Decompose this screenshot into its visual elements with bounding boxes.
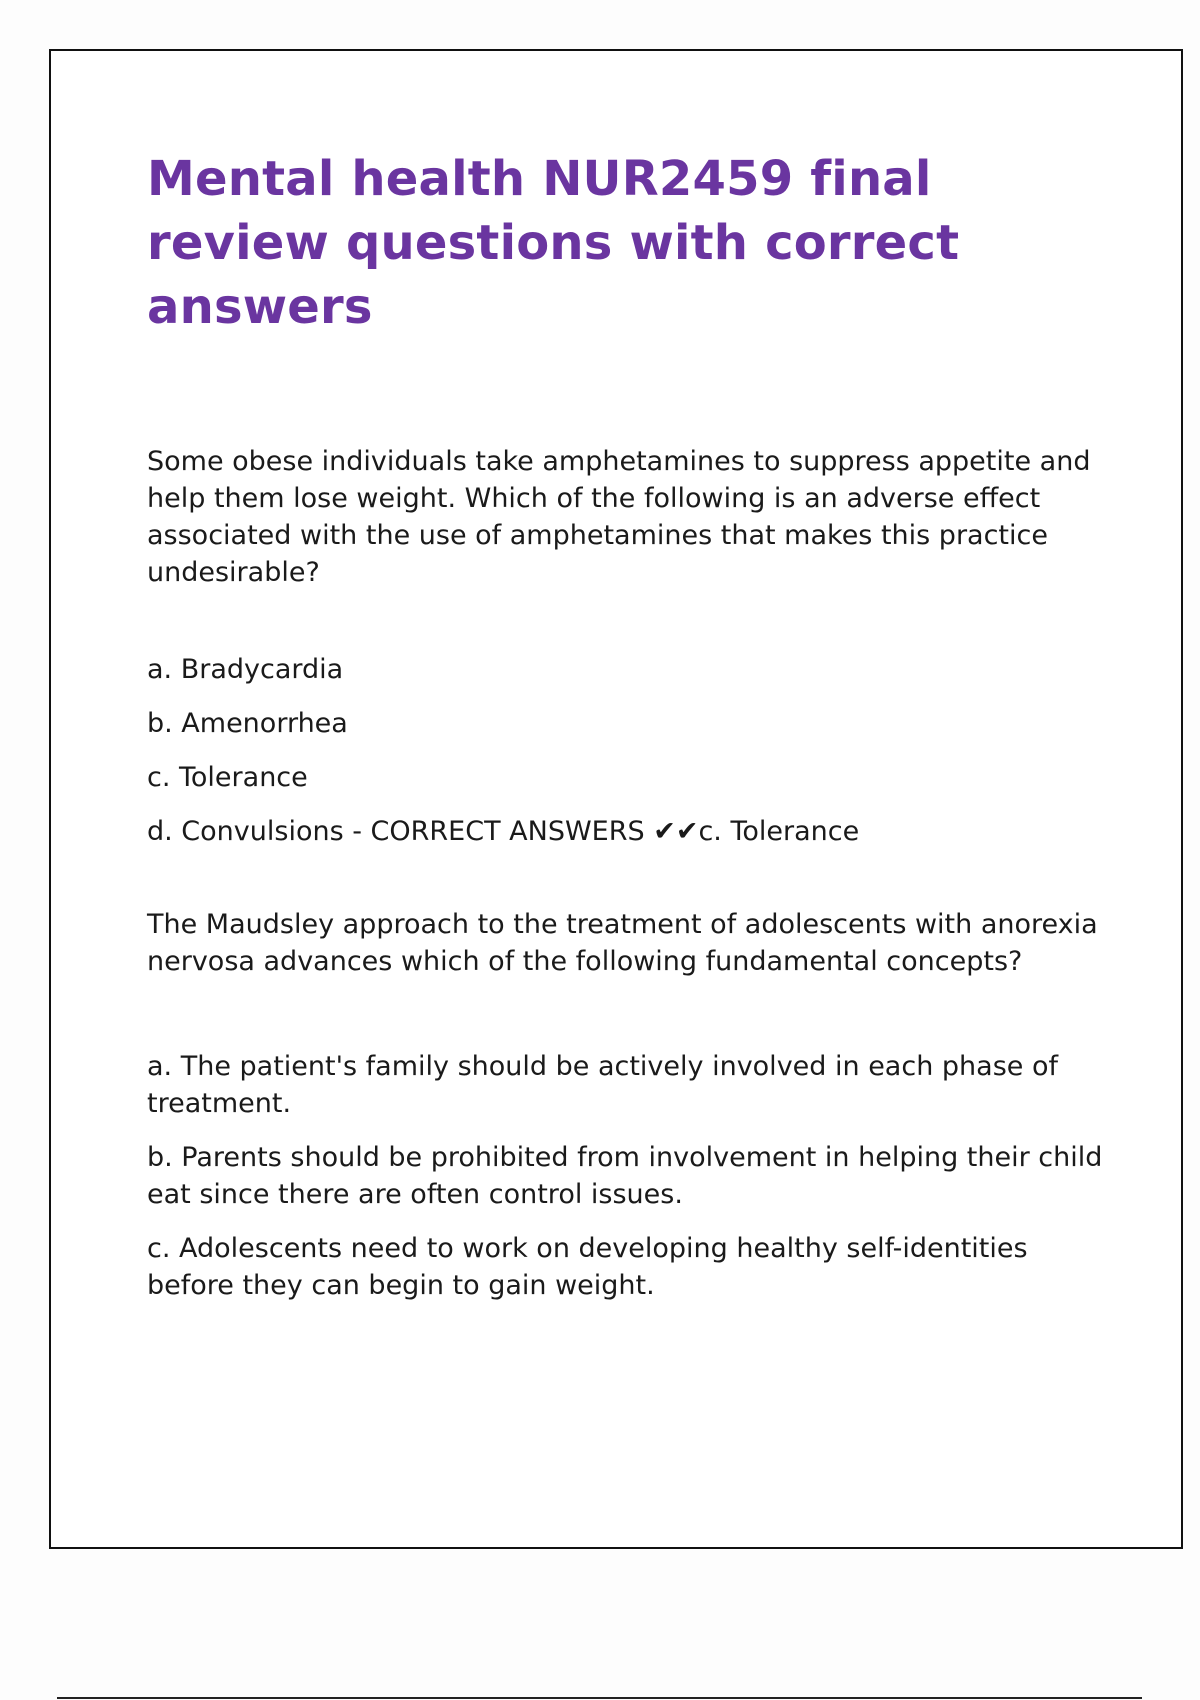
question-1-text: Some obese individuals take amphetamines to suppress appetite and help them lose weight. Which of the following is an adverse effect associated with the use of amphetamines that makes this practice undesirable? — [147, 446, 1091, 588]
page-content — [147, 147, 1147, 1321]
document-title: Mental health NUR2459 final review questions with correct answers — [147, 151, 960, 335]
question-2-text: The Maudsley approach to the treatment of adolescents with anorexia nervosa advances which of the following fundamental concepts? — [147, 909, 1098, 977]
question-1-option-d: d. Convulsions - CORRECT ANSWERS ✔✔c. Tolerance — [147, 816, 860, 847]
question-1-option-a: a. Bradycardia — [147, 654, 344, 685]
page-frame — [49, 49, 1183, 1549]
next-page-top-border — [57, 1697, 1142, 1699]
question-2-option-c: c. Adolescents need to work on developing healthy self-identities before they can begin to gain weight. — [147, 1233, 1028, 1301]
question-2-options — [147, 1048, 1107, 1304]
question-1-option-b: b. Amenorrhea — [147, 708, 348, 739]
question-2-option-b: b. Parents should be prohibited from involvement in helping their child eat since there are often control issues. — [147, 1142, 1103, 1210]
question-1-option-c: c. Tolerance — [147, 762, 308, 793]
question-1-options — [147, 651, 1107, 850]
question-2-option-a: a. The patient's family should be actively involved in each phase of treatment. — [147, 1051, 1058, 1119]
